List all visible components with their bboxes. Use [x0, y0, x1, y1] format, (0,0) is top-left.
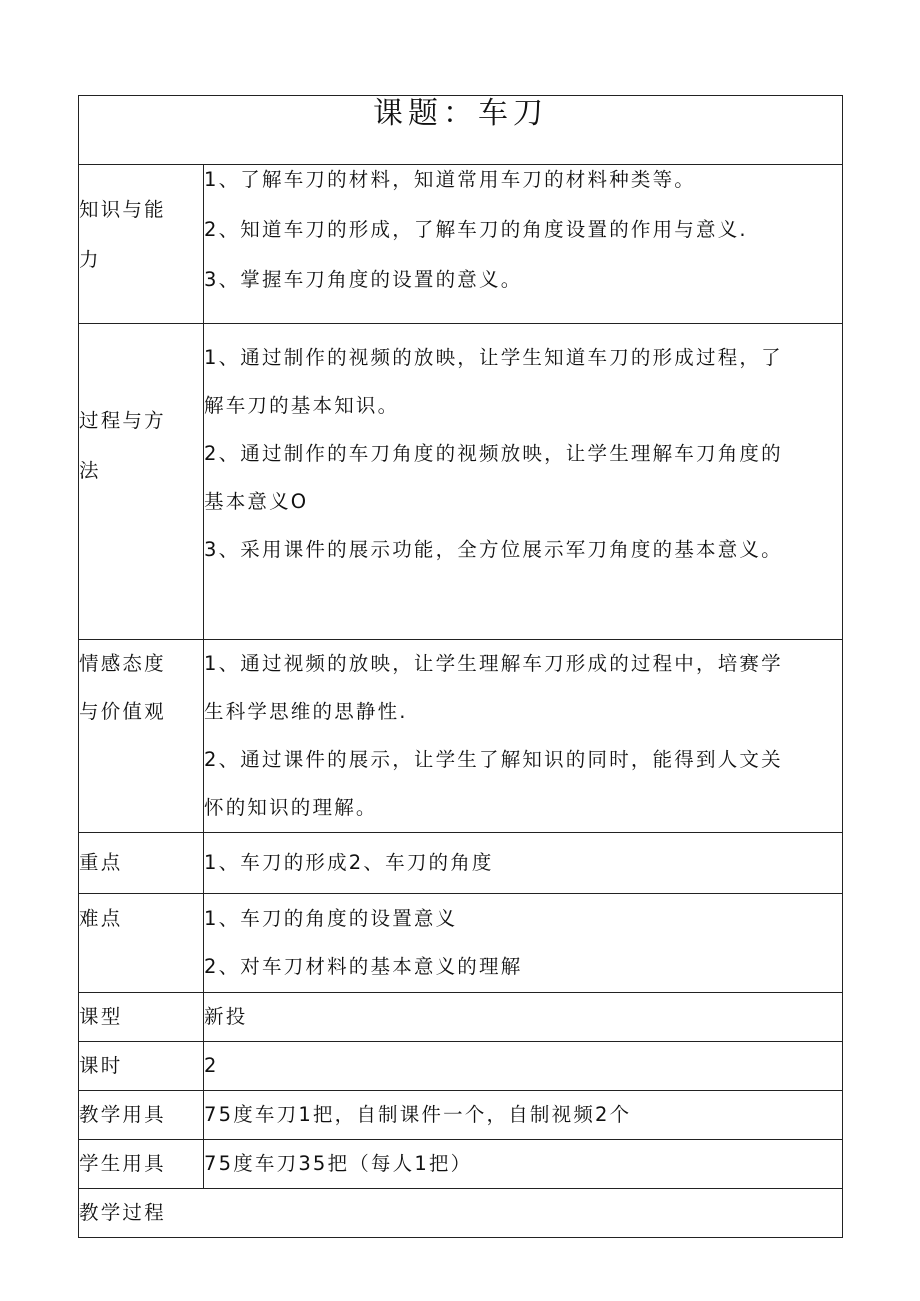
content-line: 2、知道车刀的形成，了解车刀的角度设置的作用与意义. [204, 218, 748, 241]
row-lesson-type [79, 993, 843, 1042]
content-line: 1、通过视频的放映，让学生理解车刀形成的过程中，培赛学 [204, 652, 783, 675]
label-class-hours: 课时 [79, 1042, 204, 1091]
content-line: 3、掌握车刀角度的设置的意义。 [204, 268, 523, 291]
content-line: 怀的知识的理解。 [204, 796, 378, 819]
label-teaching-process: 教学过程 [79, 1189, 843, 1238]
label-key-points: 重点 [79, 833, 204, 894]
label-knowledge-ability [79, 165, 204, 324]
label-emotion-values [79, 640, 204, 833]
row-student-tools [79, 1140, 843, 1189]
row-key-points [79, 833, 843, 894]
label-line: 知识与能 [79, 198, 166, 221]
content-student-tools: 75度车刀35把（每人1把） [204, 1140, 843, 1189]
label-line: 法 [79, 459, 101, 482]
row-difficulties [79, 894, 843, 993]
content-class-hours: 2 [204, 1042, 843, 1091]
content-line: 2、对车刀材料的基本意义的理解 [204, 955, 523, 978]
content-line: 2、通过课件的展示，让学生了解知识的同时，能得到人文关 [204, 748, 783, 771]
row-teaching-process [79, 1189, 843, 1238]
row-class-hours [79, 1042, 843, 1091]
lesson-plan-table [78, 95, 843, 1238]
content-line: 1、车刀的角度的设置意义 [204, 907, 458, 930]
row-knowledge-ability [79, 165, 843, 324]
label-difficulties: 难点 [79, 894, 204, 993]
label-line: 与价值观 [79, 700, 166, 723]
label-line: 过程与方 [79, 409, 166, 432]
label-line: 力 [79, 248, 101, 271]
label-student-tools: 学生用具 [79, 1140, 204, 1189]
label-process-method [79, 324, 204, 640]
content-process-method [204, 324, 843, 640]
row-emotion-values [79, 640, 843, 833]
content-line: 1、了解车刀的材料，知道常用车刀的材料种类等。 [204, 168, 697, 191]
content-teaching-tools: 75度车刀1把，自制课件一个，自制视频2个 [204, 1091, 843, 1140]
content-emotion-values [204, 640, 843, 833]
row-process-method [79, 324, 843, 640]
content-line: 2、通过制作的车刀角度的视频放映，让学生理解车刀角度的 [204, 442, 783, 465]
label-lesson-type: 课型 [79, 993, 204, 1042]
content-difficulties [204, 894, 843, 993]
content-lesson-type: 新投 [204, 993, 843, 1042]
row-teaching-tools [79, 1091, 843, 1140]
content-line: 生科学思维的思静性. [204, 700, 408, 723]
page-title: 课题：车刀 [79, 96, 843, 165]
content-knowledge-ability [204, 165, 843, 324]
label-line: 情感态度 [79, 652, 166, 675]
content-key-points: 1、车刀的形成2、车刀的角度 [204, 833, 843, 894]
content-line: 3、采用课件的展示功能，全方位展示军刀角度的基本意义。 [204, 538, 783, 561]
content-line: 1、通过制作的视频的放映，让学生知道车刀的形成过程，了 [204, 346, 783, 369]
content-line: 解车刀的基本知识。 [204, 394, 400, 417]
label-teaching-tools: 教学用具 [79, 1091, 204, 1140]
content-line: 基本意义O [204, 490, 309, 513]
